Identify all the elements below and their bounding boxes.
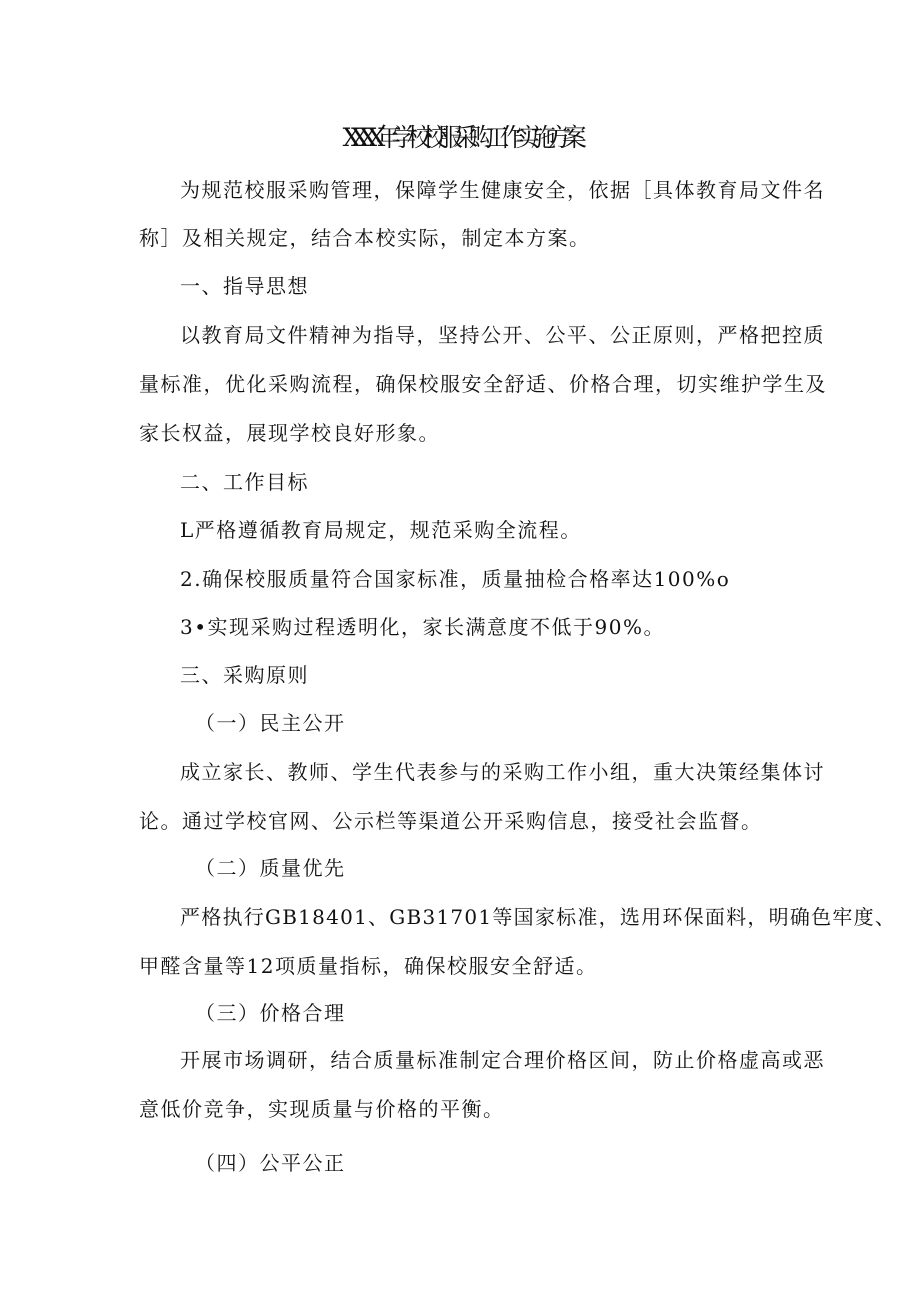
subsection-heading-fairness-justice: （四）公平公正 bbox=[195, 1151, 346, 1175]
work-goal-item-3: 3•实现采购过程透明化，家长满意度不低于90%。 bbox=[180, 615, 665, 639]
subsection-heading-quality-first: （二）质量优先 bbox=[195, 856, 346, 880]
intro-paragraph-line-1: 为规范校服采购管理，保障学生健康安全，依据［具体教育局文件名 bbox=[180, 178, 825, 202]
reasonable-price-line-2: 意低价竞争，实现质量与价格的平衡。 bbox=[139, 1097, 505, 1121]
democratic-openness-line-1: 成立家长、教师、学生代表参与的采购工作小组，重大决策经集体讨 bbox=[180, 760, 825, 784]
work-goal-item-2: 2.确保校服质量符合国家标准，质量抽检合格率达100%o bbox=[180, 567, 731, 591]
subsection-heading-democratic-openness: （一）民主公开 bbox=[195, 711, 346, 735]
intro-paragraph-line-2: 称］及相关规定，结合本校实际，制定本方案。 bbox=[139, 226, 591, 250]
section-heading-guiding-ideology: 一、指导思想 bbox=[180, 274, 309, 298]
section-heading-work-goals: 二、工作目标 bbox=[180, 470, 309, 494]
quality-first-line-1: 严格执行GB18401、GB31701等国家标准，选用环保面料，明确色牢度、 bbox=[180, 905, 897, 929]
democratic-openness-line-2: 论。通过学校官网、公示栏等渠道公开采购信息，接受社会监督。 bbox=[139, 809, 763, 833]
guiding-ideology-line-3: 家长权益，展现学校良好形象。 bbox=[139, 421, 440, 445]
guiding-ideology-line-2: 量标准，优化采购流程，确保校服安全舒适、价格合理，切实维护学生及 bbox=[139, 372, 827, 396]
work-goal-item-1: L严格遵循教育局规定，规范采购全流程。 bbox=[180, 518, 582, 542]
subsection-heading-reasonable-price: （三）价格合理 bbox=[195, 1001, 346, 1025]
document-title: XXXX年学校校服采购工作实施方案 bbox=[342, 123, 578, 152]
guiding-ideology-line-1: 以教育局文件精神为指导，坚持公开、公平、公正原则，严格把控质 bbox=[180, 323, 825, 347]
quality-first-line-2: 甲醛含量等12项质量指标，确保校服安全舒适。 bbox=[139, 954, 598, 978]
section-heading-procurement-principles: 三、采购原则 bbox=[180, 663, 309, 687]
reasonable-price-line-1: 开展市场调研，结合质量标准制定合理价格区间，防止价格虚高或恶 bbox=[180, 1048, 825, 1072]
